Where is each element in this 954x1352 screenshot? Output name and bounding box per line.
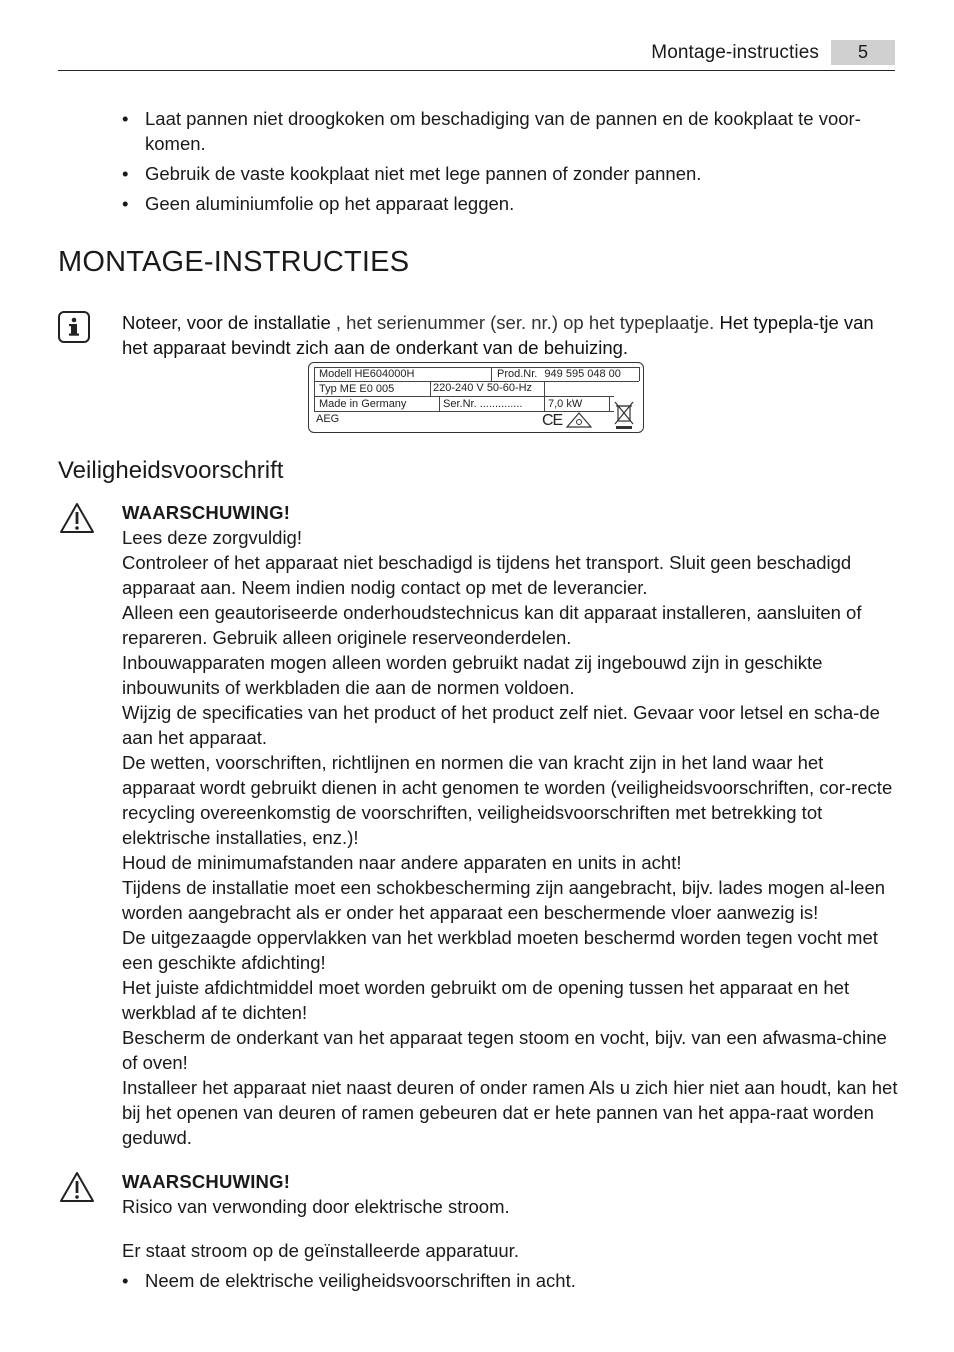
serial-value: .............. (479, 398, 523, 410)
list-item: • Geen aluminiumfolie op het apparaat leggen. (122, 191, 896, 216)
warning-paragraph: Installeer het apparaat niet naast deuren of onder ramen Als u zich hier niet aan houdt, kan het bij het openen van deuren of ramen gebeuren dat er hete pannen van het appa-raat worden geduwd. (122, 1077, 898, 1148)
power-note: Er staat stroom op de geïnstalleerde apparatuur. (122, 1240, 519, 1261)
warning-paragraph: Houd de minimumafstanden naar andere apparaten en units in acht! (122, 852, 682, 873)
section-title: MONTAGE-INSTRUCTIES (58, 246, 410, 278)
warning-paragraph: Alleen een geautoriseerde onderhoudstechnicus kan dit apparaat installeren, aansluiten of repareren. Gebruik alleen originele reserveonderdelen. (122, 602, 862, 648)
warning-paragraph: Risico van verwonding door elektrische stroom. (122, 1196, 510, 1217)
prod-label: Prod.Nr. (497, 368, 538, 380)
serial-label: Ser.Nr. (443, 398, 477, 410)
type-value: ME E0 005 (339, 383, 395, 395)
brand-value: AEG (316, 413, 340, 425)
warning-block (122, 500, 898, 1150)
rating-plate (308, 362, 644, 433)
origin-value: Made in Germany (319, 398, 407, 410)
list-item: • Laat pannen niet droogkoken om beschadiging van de pannen en de kookplaat te voor-komen. (122, 106, 896, 156)
subsection-title: Veiligheidsvoorschrift (58, 457, 284, 484)
warning-paragraph: Lees deze zorgvuldig! (122, 527, 302, 548)
info-icon (58, 311, 90, 343)
warning-paragraph: Wijzig de specificaties van het product of het product zelf niet. Gevaar voor letsel en scha-de aan het apparaat. (122, 702, 880, 748)
warning-paragraph: Tijdens de installatie moet een schokbescherming zijn aangebracht, bijv. lades mogen al-leen worden aangebracht als er onder het apparaat een beschermende vloer aanwezig is! (122, 877, 886, 923)
power-value: 7,0 kW (548, 398, 583, 410)
warning-title: WAARSCHUWING! (122, 1171, 291, 1192)
weee-bin-icon (611, 399, 637, 431)
installation-note (122, 310, 897, 360)
electric-bullet-list (122, 1268, 896, 1293)
note-emphasis-2: Het typepla-tje van het apparaat bevindt zich aan de onderkant van de behuizing. (122, 312, 874, 358)
warning-paragraph: De wetten, voorschriften, richtlijnen en normen die van kracht zijn in het land waar het apparaat wordt gebruikt dienen in acht genomen te worden (veiligheidsvoorschriften, cor-recte recycling overeenkomstig de voorschriften, veiligheidsvoorschriften met betrekking tot elektrische installaties, enz.)! (122, 752, 893, 848)
warning-paragraph: Inbouwapparaten mogen alleen worden gebruikt nadat zij ingebouwd zijn in geschikte inbouwunits of werkbladen die aan de normen voldoen. (122, 652, 823, 698)
ce-mark: CE (542, 412, 563, 429)
intro-bullet-list (122, 106, 896, 221)
voltage-value: 220-240 V 50-60-Hz (433, 382, 533, 394)
note-emphasis: Noteer, voor de installatie (122, 312, 331, 333)
warning-paragraph: De uitgezaagde oppervlakken van het werkblad moeten beschermd worden tegen vocht met een geschikte afdichting! (122, 927, 878, 973)
note-text: , het serienummer (ser. nr.) op het typeplaatje. (330, 312, 715, 333)
prod-value: 949 595 048 00 (544, 368, 621, 380)
warning-paragraph: Controleer of het apparaat niet beschadigd is tijdens het transport. Sluit geen beschadigd apparaat aan. Neem indien nodig contact op met de leverancier. (122, 552, 852, 598)
warning-triangle-icon (58, 501, 96, 535)
list-item: • Neem de elektrische veiligheidsvoorschriften in acht. (122, 1268, 896, 1293)
model-label: Modell (319, 368, 352, 380)
warning-paragraph: Bescherm de onderkant van het apparaat tegen stoom en vocht, bijv. van een afwasma-chine of oven! (122, 1027, 887, 1073)
list-item: • Gebruik de vaste kookplaat niet met lege pannen of zonder pannen. (122, 161, 896, 186)
warning-paragraph: Het juiste afdichtmiddel moet worden gebruikt om de opening tussen het apparaat en het werkblad af te dichten! (122, 977, 850, 1023)
model-value: HE604000H (354, 368, 415, 380)
type-label: Typ (319, 383, 337, 395)
warning-triangle-icon (58, 1170, 96, 1204)
page-number: 5 (831, 40, 895, 65)
warning-block-electric (122, 1169, 898, 1219)
warning-title: WAARSCHUWING! (122, 502, 291, 523)
certification-triangle-icon (565, 411, 593, 429)
header-title: Montage-instructies (651, 42, 819, 63)
page-header (58, 40, 895, 71)
